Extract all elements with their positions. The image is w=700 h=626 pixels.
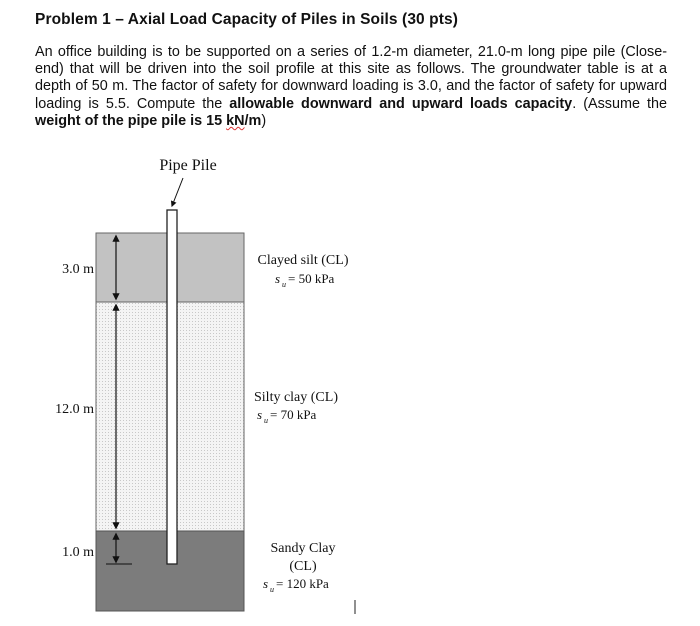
layer2-su-subscript: u: [264, 416, 268, 425]
layer1-su-symbol: s: [275, 271, 281, 286]
thickness-label-layer1: 3.0 m: [62, 262, 94, 277]
layer1-su-value: = 50 kPa: [288, 271, 335, 286]
statement-bold-1: allowable downward and upward loads capacity: [229, 95, 573, 112]
statement-text-1: An office building is to be supported on a series of 1.2-m diameter, 21.0-m long pipe pile (Close- end) that will be driven into the soil profile at this site as follows. The groundwater table is at a depth of 50 m. The factor of safety for downward loading is 3.0, and the factor of safety for upward loading is 5.5. Compute the: [35, 44, 667, 112]
layer2-su-symbol: s: [257, 407, 263, 422]
per-meter-text: /m: [244, 112, 262, 129]
layer3-su-symbol: s: [263, 576, 269, 591]
layer2-name: Silty clay (CL): [254, 390, 338, 405]
pile-label: Pipe Pile: [159, 157, 217, 174]
layer3-su-value: = 120 kPa: [276, 576, 329, 591]
pile-label-pointer: [172, 178, 183, 206]
thickness-label-layer3: 1.0 m: [62, 545, 94, 560]
layer2-su-value: = 70 kPa: [270, 407, 317, 422]
layer3-name-line2: (CL): [289, 559, 317, 574]
kn-unit-spellcheck: kN: [226, 112, 245, 129]
pipe-pile: [167, 210, 177, 564]
layer1-name: Clayed silt (CL): [257, 253, 349, 268]
layer3-su-subscript: u: [270, 585, 274, 594]
layer1-su-subscript: u: [282, 280, 286, 289]
statement-text-3: ): [261, 112, 267, 129]
thickness-label-layer2: 12.0 m: [55, 402, 94, 417]
pile-weight-text: weight of the pipe pile is 15: [35, 112, 227, 129]
problem-title: Problem 1 – Axial Load Capacity of Piles in Soils (30 pts): [35, 11, 458, 28]
statement-text-2: . (Assume the: [572, 95, 668, 112]
layer3-name-line1: Sandy Clay: [270, 541, 336, 556]
